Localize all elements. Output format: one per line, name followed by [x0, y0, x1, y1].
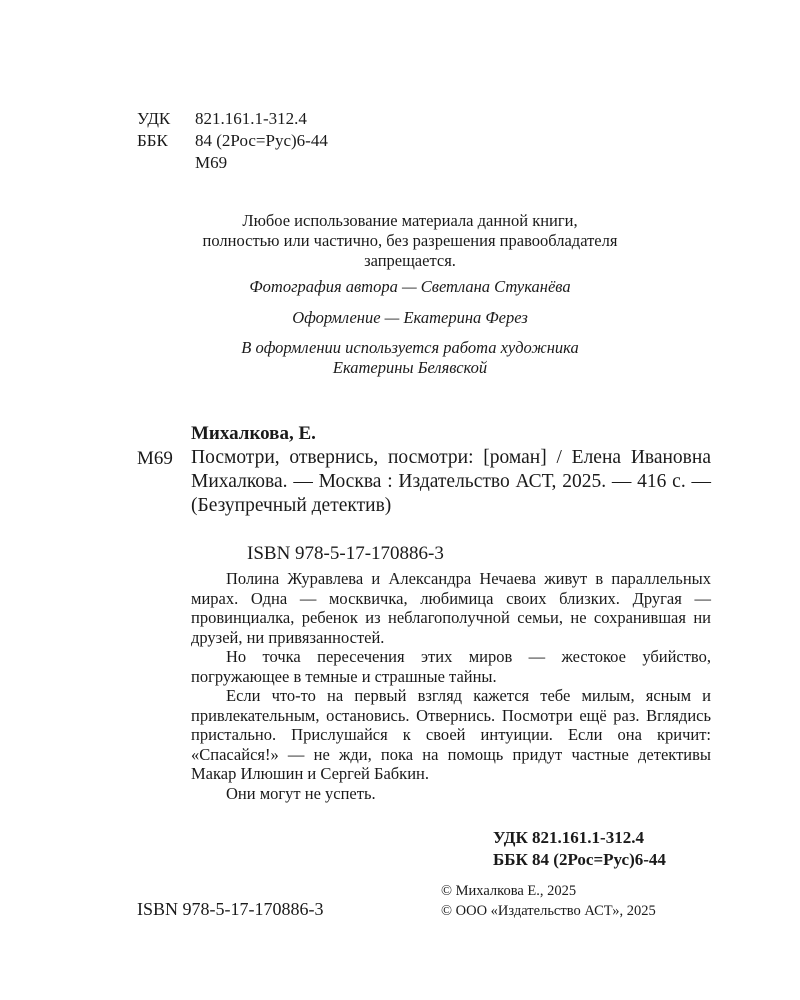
bottom-classification-codes [493, 827, 666, 871]
annotation-paragraph: Но точка пересечения этих миров — жестокое убийство, погружающее в темные и страшные тайны. [191, 647, 711, 686]
udk-label: УДК [137, 109, 171, 128]
notice-line: полностью или частично, без разрешения правообладателя [202, 231, 618, 250]
copyright-block [441, 881, 656, 921]
bottom-udk: УДК 821.161.1-312.4 [493, 828, 644, 847]
bottom-bbk: ББК 84 (2Рос=Рус)6-44 [493, 850, 666, 869]
classification-codes [137, 108, 328, 174]
copyright-notice [140, 211, 680, 271]
notice-line: запрещается. [364, 251, 456, 270]
entry-isbn: ISBN 978-5-17-170886-3 [247, 543, 444, 564]
photo-credit: Фотография автора — Светлана Стуканёва [249, 277, 571, 296]
annotation-paragraph: Полина Журавлева и Александра Нечаева живут в параллельных мирах. Одна — москвичка, любимица своих близких. Другая — провинциалка, ребенок из неблагополучной семьи, не сохранившая ни друзей, ни привязанностей. [191, 569, 711, 647]
footer-isbn: ISBN 978-5-17-170886-3 [137, 899, 324, 919]
copyright-author: © Михалкова Е., 2025 [441, 883, 577, 899]
bbk-value: 84 (2Рос=Рус)6-44 [195, 131, 328, 150]
artwork-credit-line: В оформлении используется работа художника [241, 338, 579, 357]
artwork-credit [140, 338, 680, 378]
entry-author-mark: М69 [137, 448, 173, 469]
artwork-credit-line: Екатерины Белявской [332, 358, 488, 377]
design-credit: Оформление — Екатерина Ферез [292, 308, 528, 327]
entry-author: Михалкова, Е. [191, 423, 316, 444]
author-mark: М69 [195, 153, 228, 172]
annotation-paragraph: Если что-то на первый взгляд кажется тебе милым, ясным и привлекательным, остановись. Отвернись. Посмотри ещё раз. Вглядись пристально. Прислушайся к своей интуиции. Если она кричит: «Спасайся!» — не жди, пока на помощь придут частные детективы Макар Илюшин и Сергей Бабкин. [191, 686, 711, 783]
bbk-row [137, 130, 328, 152]
annotation [191, 569, 711, 803]
udk-value: 821.161.1-312.4 [195, 109, 307, 128]
bibliographic-description: Посмотри, отвернись, посмотри: [роман] / Елена Ивановна Михалкова. — Москва : Издательство АСТ, 2025. — 416 с. — (Безупречный детектив) [191, 447, 711, 516]
udk-row [137, 108, 328, 130]
bbk-label: ББК [137, 131, 168, 150]
copyright-publisher: © ООО «Издательство АСТ», 2025 [441, 903, 656, 919]
notice-line: Любое использование материала данной книги, [242, 211, 578, 230]
annotation-paragraph: Они могут не успеть. [226, 783, 376, 803]
